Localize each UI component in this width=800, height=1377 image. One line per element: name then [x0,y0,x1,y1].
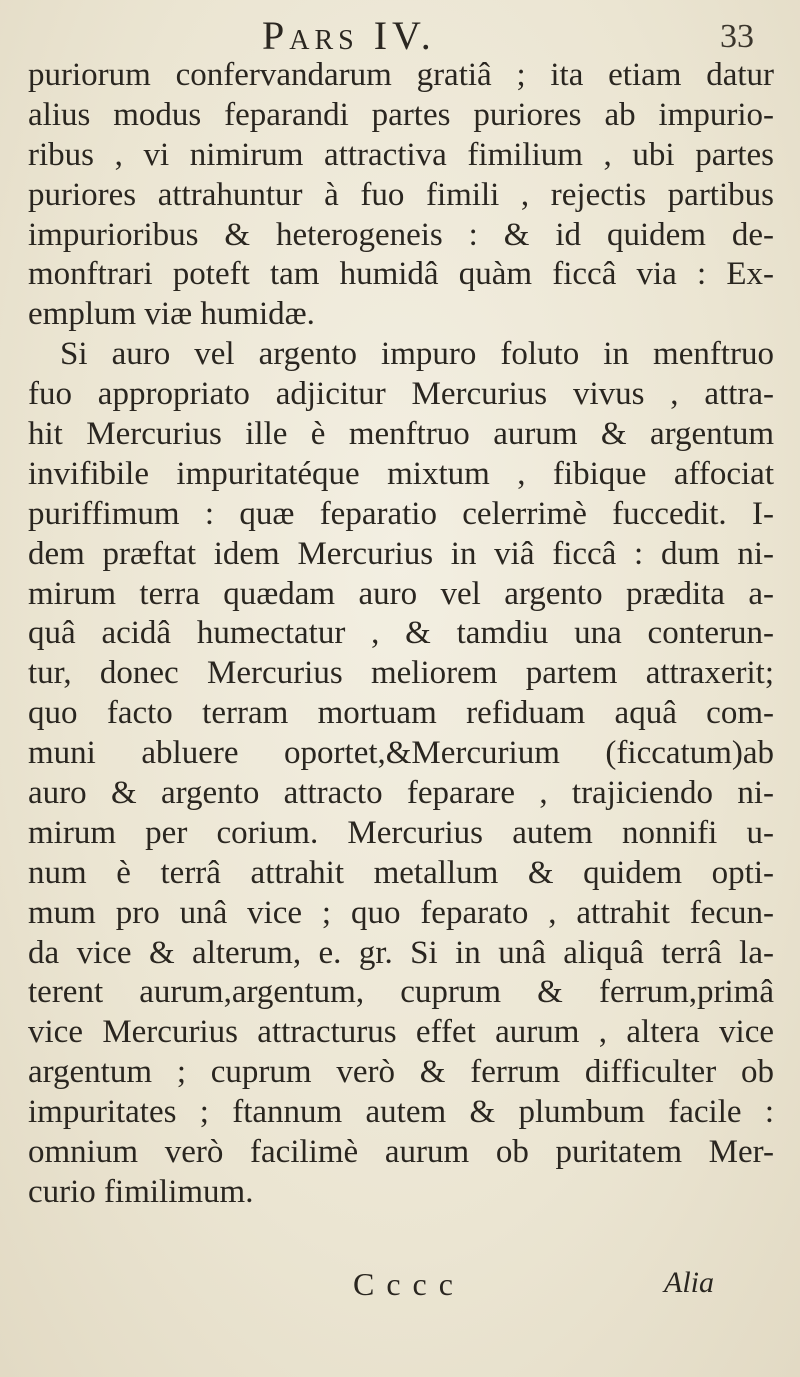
text-line: num è terrâ attrahit metallum & quidem opti- [28,854,774,891]
text-line: impurioribus & heterogeneis : & id quidem de- [28,216,774,253]
text-line: auro & argento attracto feparare , trajiciendo ni- [28,775,774,812]
text-line: mum pro unâ vice ; quo feparato , attrahit fecun- [28,894,774,931]
text-line: quâ acidâ humectatur , & tamdiu una conterun- [28,615,774,652]
text-line: da vice & alterum, e. gr. Si in unâ aliquâ terrâ la- [28,934,774,971]
page-header [0,8,800,58]
catchword: Alia [664,1266,714,1299]
text-line: alius modus feparandi partes puriores ab impurio- [28,96,774,133]
text-line: emplum viæ humidæ. [28,296,315,333]
text-line: impuritates ; ftannum autem & plumbum facile : [28,1094,774,1131]
text-line: terent aurum,argentum, cuprum & ferrum,primâ [28,974,774,1011]
text-line: vice Mercurius attracturus effet aurum , altera vice [28,1014,774,1051]
text-line: argentum ; cuprum verò & ferrum difficulter ob [28,1054,774,1091]
text-line: muni abluere oportet,&Mercurium (ficcatum)ab [28,735,774,772]
body-text [28,56,774,1213]
text-line: puriorum confervandarum gratiâ ; ita etiam datur [28,57,774,93]
text-line: dem præftat idem Mercurius in viâ ficcâ : dum ni- [28,535,774,572]
text-line: invifibile impuritatéque mixtum , fibique affociat [28,455,774,492]
running-head: Pars IV. [262,13,436,58]
text-line: hit Mercurius ille è menftruo aurum & argentum [28,416,774,453]
text-line: mirum terra quædam auro vel argento prædita a- [28,575,774,612]
text-line: fuo appropriato adjicitur Mercurius vivus , attra- [28,376,774,413]
signature-mark: C c c c [353,1266,455,1302]
text-line: monftrari poteft tam humidâ quàm ficcâ via : Ex- [28,256,774,293]
text-line: curio fimilimum. [28,1173,254,1210]
text-line: tur, donec Mercurius meliorem partem attraxerit; [28,655,774,692]
text-line: mirum per corium. Mercurius autem nonnifi u- [28,814,774,851]
text-line: puriores attrahuntur à fuo fimili , rejectis partibus [28,176,774,213]
text-line: omnium verò facilimè aurum ob puritatem Mer- [28,1134,774,1171]
text-line: puriffimum : quæ feparatio celerrimè fuccedit. I- [28,495,774,532]
text-line: Si auro vel argento impuro foluto in menftruo [60,336,774,373]
page-number: 33 [720,18,754,55]
page-footer [0,1266,800,1316]
text-line: quo facto terram mortuam refiduam aquâ com- [28,695,774,732]
text-line: ribus , vi nimirum attractiva fimilium , ubi partes [28,136,774,173]
